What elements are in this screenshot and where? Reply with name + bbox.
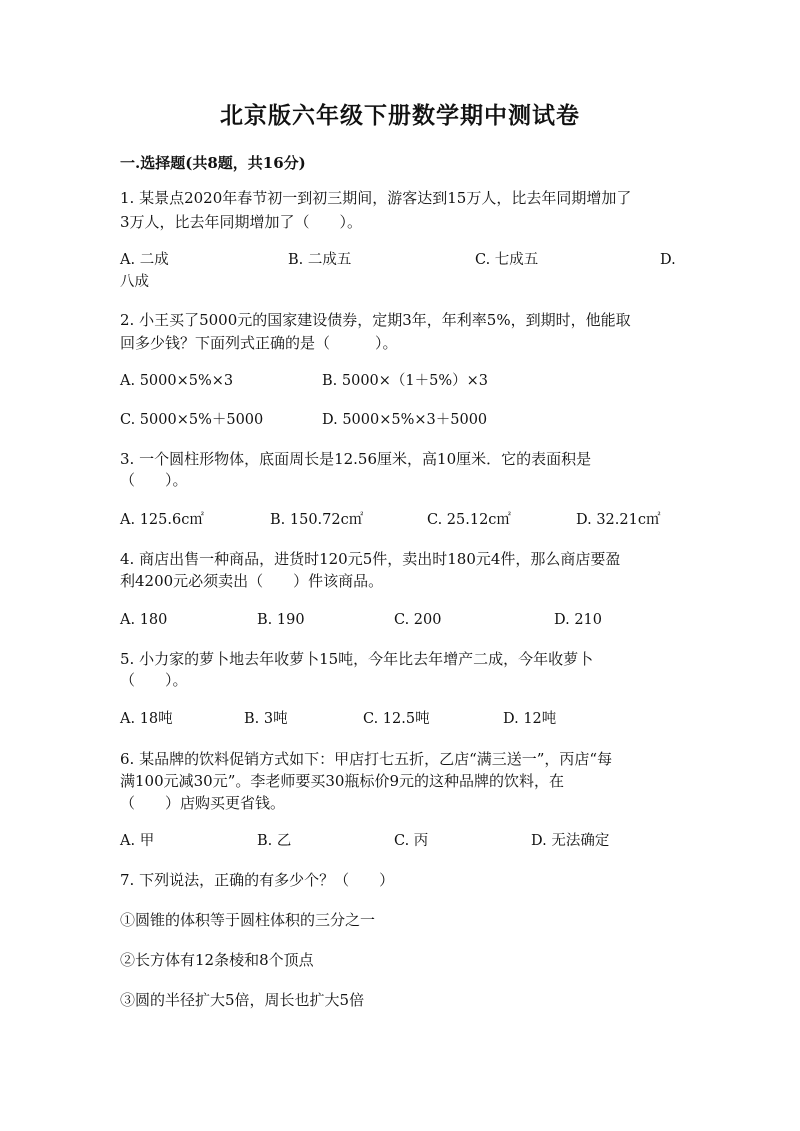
question-5-option-a: A. 18吨: [120, 711, 173, 727]
question-2-option-b: B. 5000×（1＋5%）×3: [322, 373, 489, 389]
question-1-option-d-text: 八成: [120, 274, 149, 290]
question-6-option-a: A. 甲: [120, 833, 155, 849]
question-7-statement-3: ③圆的半径扩大5倍，周长也扩大5倍: [120, 991, 365, 1009]
question-6-option-d: D. 无法确定: [531, 833, 610, 849]
question-5-line-1: 5. 小力家的萝卜地去年收萝卜15吨，今年比去年增产二成，今年收萝卜: [120, 650, 594, 668]
question-1-line-2: 3万人，比去年同期增加了（ ）。: [120, 213, 363, 231]
question-5-line-2: （ ）。: [120, 671, 188, 689]
question-1-option-c: C. 七成五: [475, 252, 539, 268]
question-1-option-a: A. 二成: [120, 252, 169, 268]
question-7-statement-1: ①圆锥的体积等于圆柱体积的三分之一: [120, 911, 376, 929]
question-6-line-3: （ ）店购买更省钱。: [120, 794, 286, 812]
question-5-option-b: B. 3吨: [244, 711, 288, 727]
question-6-option-c: C. 丙: [394, 833, 429, 849]
question-2-line-2: 回多少钱？下面列式正确的是（ ）。: [120, 334, 398, 352]
question-5-option-c: C. 12.5吨: [363, 711, 430, 727]
question-6-line-2: 满100元减30元”。李老师要买30瓶标价9元的这种品牌的饮料，在: [120, 772, 565, 790]
question-1-option-b: B. 二成五: [288, 252, 352, 268]
question-6-option-b: B. 乙: [257, 833, 292, 849]
page-title: 北京版六年级下册数学期中测试卷: [220, 102, 580, 129]
question-1-option-d: D.: [660, 252, 676, 268]
question-3-option-c: C. 25.12c㎡: [427, 512, 511, 528]
question-4-line-2: 利4200元必须卖出（ ）件该商品。: [120, 572, 384, 590]
question-7-statement-2: ②长方体有12条棱和8个顶点: [120, 951, 314, 969]
question-3-line-1: 3. 一个圆柱形物体，底面周长是12.56厘米，高10厘米．它的表面积是: [120, 450, 592, 468]
question-7-line-1: 7. 下列说法，正确的有多少个？（ ）: [120, 871, 395, 889]
question-4-option-d: D. 210: [554, 612, 603, 628]
question-5-option-d: D. 12吨: [503, 711, 557, 727]
question-3-option-b: B. 150.72c㎡: [270, 512, 364, 528]
question-4-line-1: 4. 商店出售一种商品，进货时120元5件，卖出时180元4件，那么商店要盈: [120, 550, 621, 568]
question-3-option-d: D. 32.21c㎡: [576, 512, 661, 528]
question-6-line-1: 6. 某品牌的饮料促销方式如下：甲店打七五折，乙店“满三送一”，丙店“每: [120, 750, 613, 768]
question-4-option-b: B. 190: [257, 612, 305, 628]
question-2-option-a: A. 5000×5%×3: [120, 373, 234, 389]
question-4-option-c: C. 200: [394, 612, 442, 628]
question-3-option-a: A. 125.6c㎡: [120, 512, 204, 528]
question-2-line-1: 2. 小王买了5000元的国家建设债券，定期3年，年利率5%，到期时，他能取: [120, 311, 631, 329]
question-1-line-1: 1. 某景点2020年春节初一到初三期间，游客达到15万人，比去年同期增加了: [120, 189, 632, 207]
section-heading: 一.选择题(共8题，共16分): [120, 154, 306, 172]
question-2-option-d: D. 5000×5%×3＋5000: [322, 412, 488, 428]
question-4-option-a: A. 180: [120, 612, 168, 628]
question-2-option-c: C. 5000×5%＋5000: [120, 412, 264, 428]
question-3-line-2: （ ）。: [120, 471, 188, 489]
